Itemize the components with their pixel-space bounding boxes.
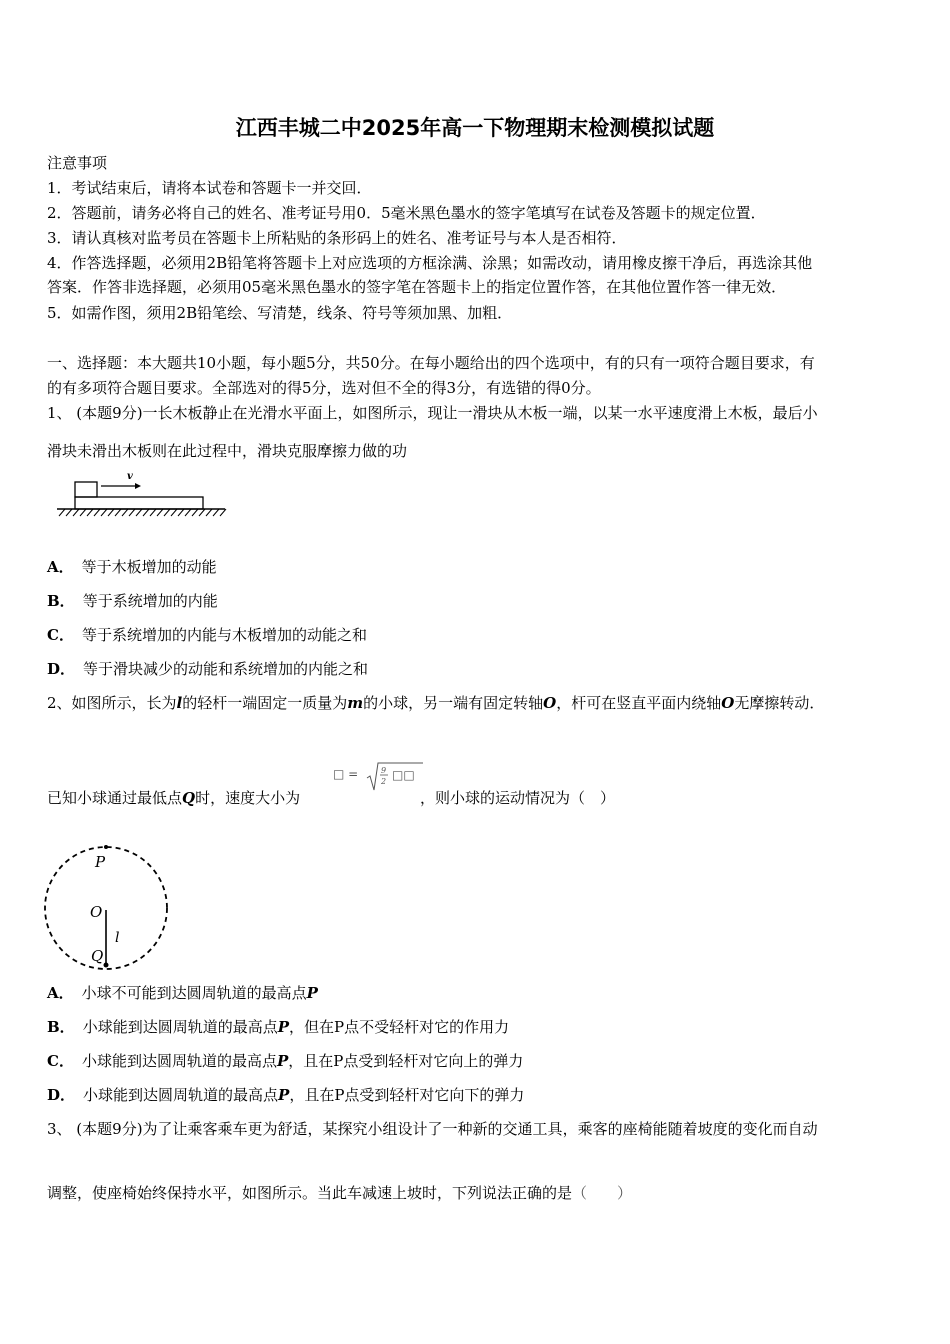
notice-item-4: 4．作答选择题，必须用2B铅笔将答题卡上对应选项的方框涂满、涂黑；如需改动，请用橡皮擦干净后，再选涂其他 — [47, 254, 813, 272]
q2-option-d[interactable]: D． 小球能到达圆周轨道的最高点P，且在P点受到轻杆对它向下的弹力 — [47, 1086, 525, 1104]
notice-item-4-cont: 答案．作答非选择题，必须用05毫米黑色墨水的签字笔在答题卡上的指定位置作答，在其他位置作答一律无效． — [47, 278, 787, 296]
notice-item-5: 5．如需作图，须用2B铅笔绘、写清楚，线条、符号等须加黑、加粗． — [47, 304, 513, 322]
velocity-arrowhead — [135, 483, 141, 489]
q2-option-a[interactable]: A． 小球不可能到达圆周轨道的最高点P — [47, 984, 318, 1002]
q2-figure-circle — [40, 842, 175, 972]
label-o: O — [90, 903, 103, 921]
q1-stem-line1: 1、 (本题9分)一长木板静止在光滑水平面上，如图所示，现让一滑块从木板一端，以某一水平速度滑上木板，最后小 — [47, 404, 818, 422]
label-l: l — [115, 930, 120, 946]
q2-stem-line1: 2、如图所示，长为l的轻杆一端固定一质量为m的小球，另一端有固定转轴O，杆可在竖直平面内绕轴O无摩擦转动． — [47, 694, 825, 712]
q1-option-a[interactable]: A． 等于木板增加的动能 — [47, 558, 217, 576]
q3-stem-line1: 3、 (本题9分)为了让乘客乘车更为舒适，某探究小组设计了一种新的交通工具，乘客的座椅能随着坡度的变化而自动 — [47, 1120, 818, 1138]
ball-q — [104, 963, 109, 968]
velocity-label: v — [127, 471, 133, 482]
label-p: P — [95, 853, 106, 871]
notice-item-2: 2．答题前，请务必将自己的姓名、准考证号用0．5毫米黑色墨水的签字笔填写在试卷及答题卡的规定位置． — [47, 204, 766, 222]
q2-option-b[interactable]: B． 小球能到达圆周轨道的最高点P，但在P点不受轻杆对它的作用力 — [47, 1018, 510, 1036]
label-q: Q — [91, 947, 104, 965]
section1-intro-line1: 一、选择题：本大题共10小题，每小题5分，共50分。在每小题给出的四个选项中，有的只有一项符合题目要求，有 — [47, 354, 815, 372]
q1-figure-board-block — [55, 468, 230, 520]
q1-option-c[interactable]: C． 等于系统增加的内能与木板增加的动能之和 — [47, 626, 367, 644]
formula-tail: □□ — [392, 768, 415, 782]
formula-lhs: □ = — [333, 767, 359, 781]
formula-denominator: 2 — [381, 777, 387, 786]
notice-item-1: 1．考试结束后，请将本试卷和答题卡一并交回． — [47, 179, 372, 197]
q3-stem-line2: 调整，使座椅始终保持水平，如图所示。当此车减速上坡时，下列说法正确的是（ ） — [47, 1184, 633, 1202]
q1-stem-line2: 滑块未滑出木板则在此过程中，滑块克服摩擦力做的功 — [47, 442, 408, 460]
q2-speed-formula — [333, 760, 423, 800]
notice-item-3: 3．请认真核对监考员在答题卡上所粘贴的条形码上的姓名、准考证号与本人是否相符． — [47, 229, 627, 247]
q3-answer-paren: （ ） — [572, 1184, 633, 1202]
q1-option-d[interactable]: D． 等于滑块减少的动能和系统增加的内能之和 — [47, 660, 369, 678]
section1-intro-line2: 的有多项符合题目要求。全部选对的得5分，选对但不全的得3分，有选错的得0分。 — [47, 379, 601, 397]
q2-stem-line2-end: ，则小球的运动情况为（ ） — [420, 789, 616, 807]
q2-stem-line2: 已知小球通过最低点Q时，速度大小为 — [47, 789, 301, 807]
page-title: 江西丰城二中2025年高一下物理期末检测模拟试题 — [235, 116, 715, 140]
q1-option-b[interactable]: B． 等于系统增加的内能 — [47, 592, 218, 610]
block-shape — [75, 482, 97, 497]
notice-heading: 注意事项 — [47, 154, 108, 172]
q2-option-c[interactable]: C． 小球能到达圆周轨道的最高点P，且在P点受到轻杆对它向上的弹力 — [47, 1052, 524, 1070]
point-p — [104, 845, 108, 849]
ground-hatch — [59, 509, 226, 516]
board-shape — [75, 497, 203, 509]
formula-numerator: 9 — [381, 766, 387, 775]
